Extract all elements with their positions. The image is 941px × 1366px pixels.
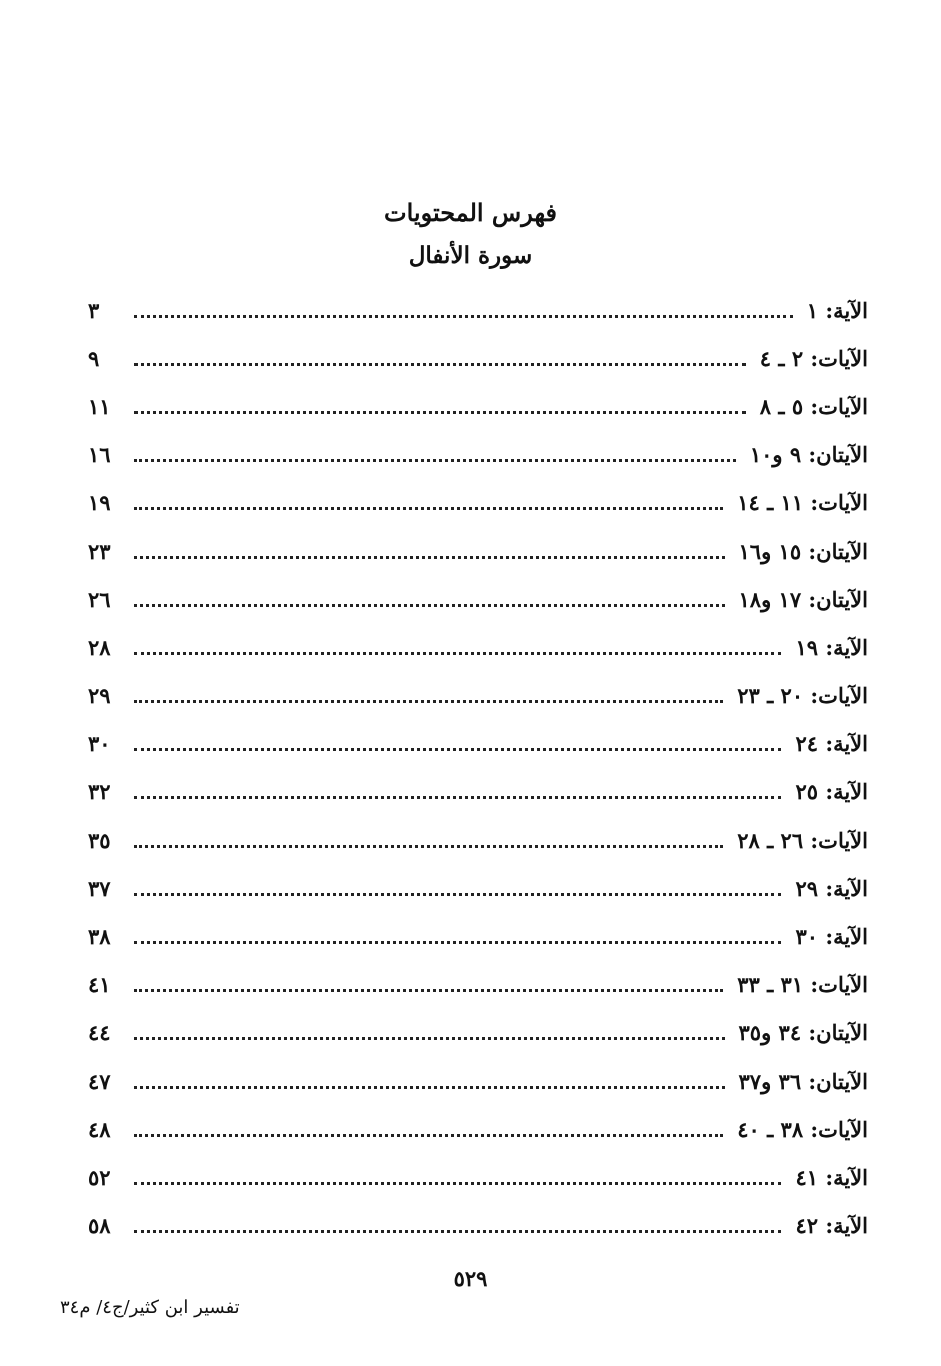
toc-entry-page: ٣٧ — [88, 875, 111, 901]
toc-entry-page: ٥٨ — [88, 1213, 111, 1239]
toc-entry-page: ١٩ — [88, 490, 111, 516]
dot-leader — [134, 989, 723, 992]
toc-entry — [88, 431, 868, 479]
toc-entry-page: ٩ — [88, 345, 100, 371]
toc-entry-label: الآيات: ٢٦ ـ ٢٨ — [737, 827, 868, 853]
toc-entry-label: الآيتان: ٣٦ و٣٧ — [738, 1068, 868, 1094]
toc-entry-page: ٢٩ — [88, 683, 111, 709]
dot-leader — [134, 893, 781, 896]
dot-leader — [134, 604, 725, 607]
toc-entry-page: ٥٢ — [88, 1164, 111, 1190]
toc-entry — [88, 672, 868, 720]
toc-entry-label: الآية: ١٩ — [795, 634, 868, 660]
dot-leader — [134, 1182, 781, 1185]
dot-leader — [134, 1134, 723, 1137]
dot-leader — [134, 459, 736, 462]
toc-entry-label: الآيات: ٢ ـ ٤ — [759, 345, 868, 371]
toc-entry-label: الآية: ١ — [806, 297, 868, 323]
page-title: فهرس المحتويات — [383, 198, 557, 227]
toc-entry-page: ١٦ — [88, 442, 111, 468]
toc-entry-label: الآية: ٣٠ — [795, 924, 868, 950]
toc-entry-label: الآية: ٤٢ — [795, 1213, 868, 1239]
toc-entry — [88, 527, 868, 575]
toc-entry — [88, 961, 868, 1009]
toc-entry — [88, 479, 868, 527]
toc-entry-page: ٤٨ — [88, 1116, 111, 1142]
toc-entry — [88, 768, 868, 816]
toc-entry — [88, 623, 868, 671]
toc-entry — [88, 1202, 868, 1250]
toc-entry — [88, 816, 868, 864]
toc-entry-page: ٣٥ — [88, 827, 111, 853]
toc-entry-label: الآية: ٢٤ — [795, 731, 868, 757]
toc-entry-page: ٣ — [88, 297, 100, 323]
toc-entry — [88, 912, 868, 960]
dot-leader — [134, 1230, 781, 1233]
dot-leader — [134, 700, 723, 703]
toc-entry — [88, 286, 868, 334]
toc-entry-label: الآية: ٢٩ — [795, 875, 868, 901]
toc-entry — [88, 1057, 868, 1105]
dot-leader — [134, 796, 781, 799]
toc-entry-label: الآية: ٤١ — [795, 1164, 868, 1190]
toc-entry-label: الآيتان: ١٥ و١٦ — [738, 538, 868, 564]
toc-entry-label: الآيات: ٢٠ ـ ٢٣ — [737, 683, 868, 709]
toc-entry-label: الآيات: ٥ ـ ٨ — [759, 393, 868, 419]
toc-entry-page: ٤١ — [88, 972, 111, 998]
toc-entry — [88, 720, 868, 768]
page-number: ٥٢٩ — [453, 1266, 488, 1291]
toc-entry-page: ٤٧ — [88, 1068, 111, 1094]
dot-leader — [134, 507, 723, 510]
toc-entry-label: الآيات: ٣٨ ـ ٤٠ — [737, 1116, 868, 1142]
toc-entry — [88, 334, 868, 382]
toc-entry-page: ١١ — [88, 393, 111, 419]
toc-entry — [88, 382, 868, 430]
toc-entry — [88, 1009, 868, 1057]
dot-leader — [134, 411, 746, 414]
toc-entry-label: الآية: ٢٥ — [795, 779, 868, 805]
table-of-contents — [88, 286, 868, 1250]
dot-leader — [134, 1037, 725, 1040]
toc-entry-page: ٣٢ — [88, 779, 111, 805]
book-reference: تفسير ابن كثير/ج٤/ م٣٤ — [60, 1297, 240, 1318]
toc-entry-page: ٣٨ — [88, 924, 111, 950]
toc-entry-page: ٢٦ — [88, 586, 111, 612]
dot-leader — [134, 363, 746, 366]
dot-leader — [134, 845, 723, 848]
toc-entry-label: الآيتان: ٩ و١٠ — [749, 442, 868, 468]
toc-entry-label: الآيتان: ٣٤ و٣٥ — [738, 1020, 868, 1046]
toc-entry — [88, 1105, 868, 1153]
toc-entry — [88, 1153, 868, 1201]
dot-leader — [134, 652, 781, 655]
dot-leader — [134, 748, 781, 751]
toc-entry-label: الآيات: ١١ ـ ١٤ — [737, 490, 868, 516]
dot-leader — [134, 1086, 725, 1089]
dot-leader — [134, 315, 793, 318]
toc-entry-page: ٤٤ — [88, 1020, 111, 1046]
toc-entry-page: ٢٣ — [88, 538, 111, 564]
surah-title: سورة الأنفال — [408, 242, 533, 269]
toc-entry-label: الآيات: ٣١ ـ ٣٣ — [737, 972, 868, 998]
dot-leader — [134, 556, 725, 559]
dot-leader — [134, 941, 781, 944]
toc-entry — [88, 575, 868, 623]
toc-entry — [88, 864, 868, 912]
toc-entry-page: ٢٨ — [88, 634, 111, 660]
toc-entry-label: الآيتان: ١٧ و١٨ — [738, 586, 868, 612]
toc-entry-page: ٣٠ — [88, 731, 111, 757]
